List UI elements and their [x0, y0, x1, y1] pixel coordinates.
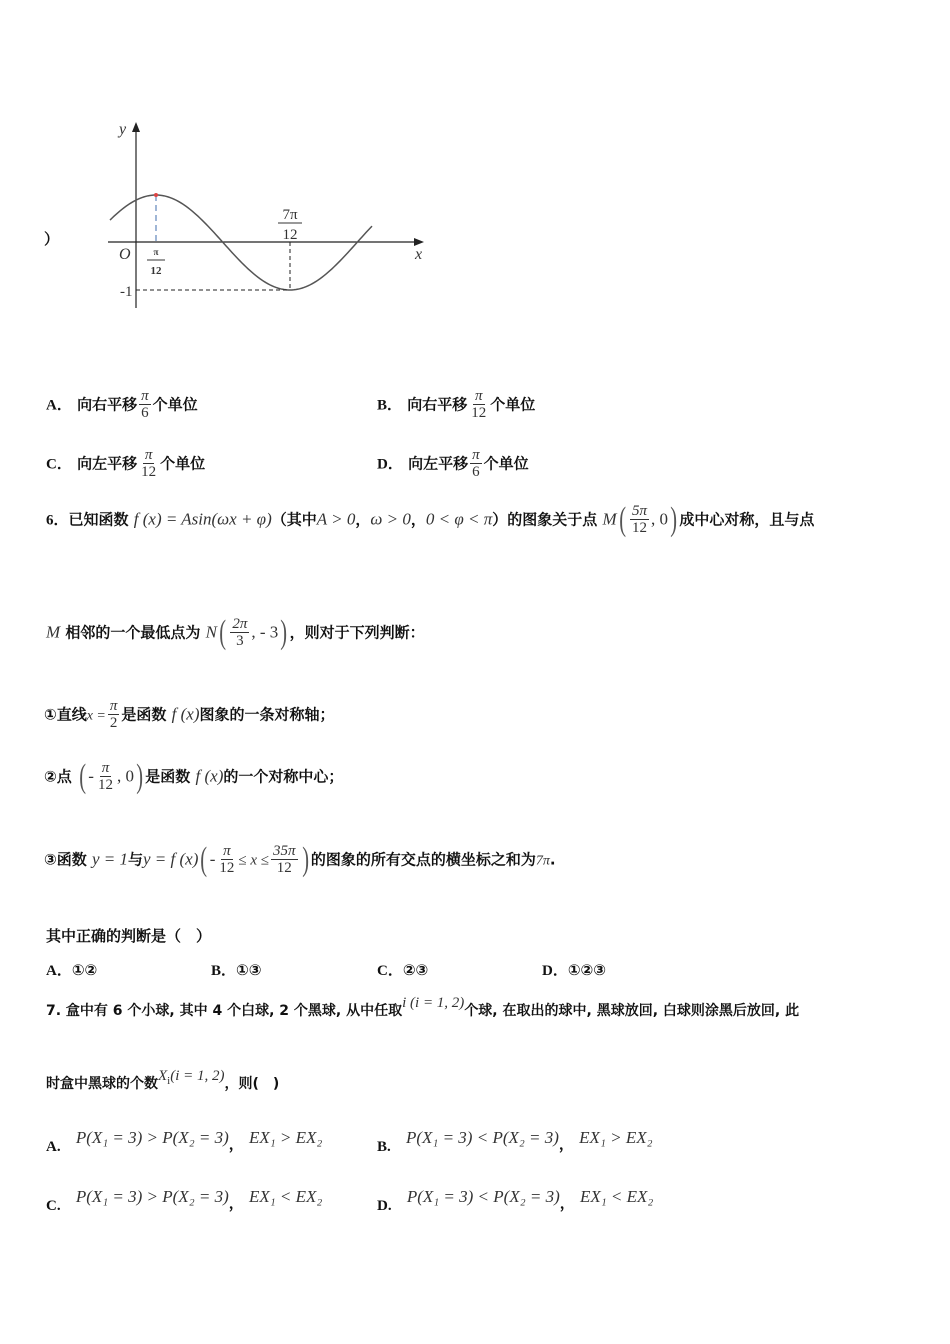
- q6-statement-2: ②点 ( - $\frac{\pi}{12}$ , 0) 是函数 f (x)的一个对称中心；: [44, 758, 344, 795]
- fraction: $\frac{\pi}{6}$: [472, 447, 480, 480]
- peak-x-numerator: π: [153, 247, 159, 257]
- fraction: $\frac{\pi}{12}$: [471, 388, 487, 421]
- question-fragment: ）: [44, 230, 60, 248]
- q7-option-b[interactable]: B. P(X₁ = 3) < P(X₂ = 3)， EX₁ > EX₂: [377, 1128, 653, 1155]
- q6-statement-1: ①直线x = $\frac{\pi}{2}$ 是函数 f (x)图象的一条对称轴；: [44, 698, 335, 731]
- fraction: $\frac{\pi}{12}$: [97, 760, 113, 793]
- origin-label: O: [119, 246, 131, 263]
- q6-ask: 其中正确的判断是（ ）: [46, 927, 212, 945]
- q5-option-b[interactable]: B． 向右平移 $\frac{\pi}{12}$ 个单位: [377, 388, 536, 421]
- trough-x-denominator: 12: [282, 227, 298, 243]
- q7-option-c[interactable]: C. P(X₁ = 3) > P(X₂ = 3)， EX₁ < EX₂: [46, 1187, 323, 1214]
- trough-x-numerator: 7π: [282, 207, 298, 223]
- q5-option-d[interactable]: D． 向左平移 $\frac{\pi}{6}$ 个单位: [377, 447, 529, 480]
- q6-line-1: 6．已知函数 f (x) = Asin(ωx + φ)（其中A > 0，ω > 0，0 < φ < π）的图象关于点 M( $\frac{5\pi}{12}$ , 0) 成中心对称，且与点: [46, 501, 815, 538]
- fraction: $\frac{5\pi}{12}$: [631, 503, 647, 536]
- x-axis-label: x: [415, 246, 423, 263]
- q7-option-d[interactable]: D. P(X₁ = 3) < P(X₂ = 3)， EX₁ < EX₂: [377, 1187, 654, 1214]
- q6-option-a[interactable]: A．①②: [46, 961, 98, 979]
- q5-option-c[interactable]: C． 向左平移 $\frac{\pi}{12}$ 个单位: [46, 447, 206, 480]
- peak-x-denominator: 12: [150, 265, 162, 277]
- peak-point: [154, 193, 158, 197]
- q6-line-2: M 相邻的一个最低点为 N( $\frac{2\pi}{3}$ , - 3) ，则对于下列判断：: [46, 614, 425, 651]
- minus-one-label: -1: [120, 284, 133, 300]
- y-axis-label: y: [119, 121, 127, 138]
- fraction: $\frac{\pi}{12}$: [219, 843, 235, 876]
- q6-option-c[interactable]: C．②③: [377, 961, 429, 979]
- fraction: $\frac{\pi}{12}$: [141, 447, 157, 480]
- fraction: $\frac{2\pi}{3}$: [232, 616, 248, 649]
- fraction: $\frac{\pi}{2}$: [109, 698, 118, 731]
- q6-option-b[interactable]: B．①③: [211, 961, 262, 979]
- q7-line-1: 7. 盒中有 6 个小球, 其中 4 个白球, 2 个黑球, 从中任取i (i = 1, 2)个球, 在取出的球中, 黑球放回, 白球则涂黑后放回, 此: [46, 995, 800, 1019]
- q6-statement-3: ③函数 y = 1与y = f (x)( - $\frac{\pi}{12}$ ≤ x ≤ $\frac{35\pi}{12}$ ) 的图象的所有交点的横坐标之和为7π.: [44, 841, 556, 878]
- fraction: $\frac{35\pi}{12}$: [272, 843, 296, 876]
- q7-option-a[interactable]: A. P(X₁ = 3) > P(X₂ = 3)， EX₁ > EX₂: [46, 1128, 323, 1155]
- q6-option-d[interactable]: D．①②③: [542, 961, 606, 979]
- q5-option-a[interactable]: A． 向右平移 $\frac{\pi}{6}$ 个单位: [46, 388, 198, 421]
- sine-graph-figure: [100, 112, 440, 317]
- fraction: $\frac{\pi}{6}$: [141, 388, 149, 421]
- x-axis-arrow: [414, 238, 424, 246]
- q7-line-2: 时盒中黑球的个数$X_i(i = 1$, 2)，则( ): [46, 1068, 280, 1092]
- y-axis-arrow: [132, 122, 140, 132]
